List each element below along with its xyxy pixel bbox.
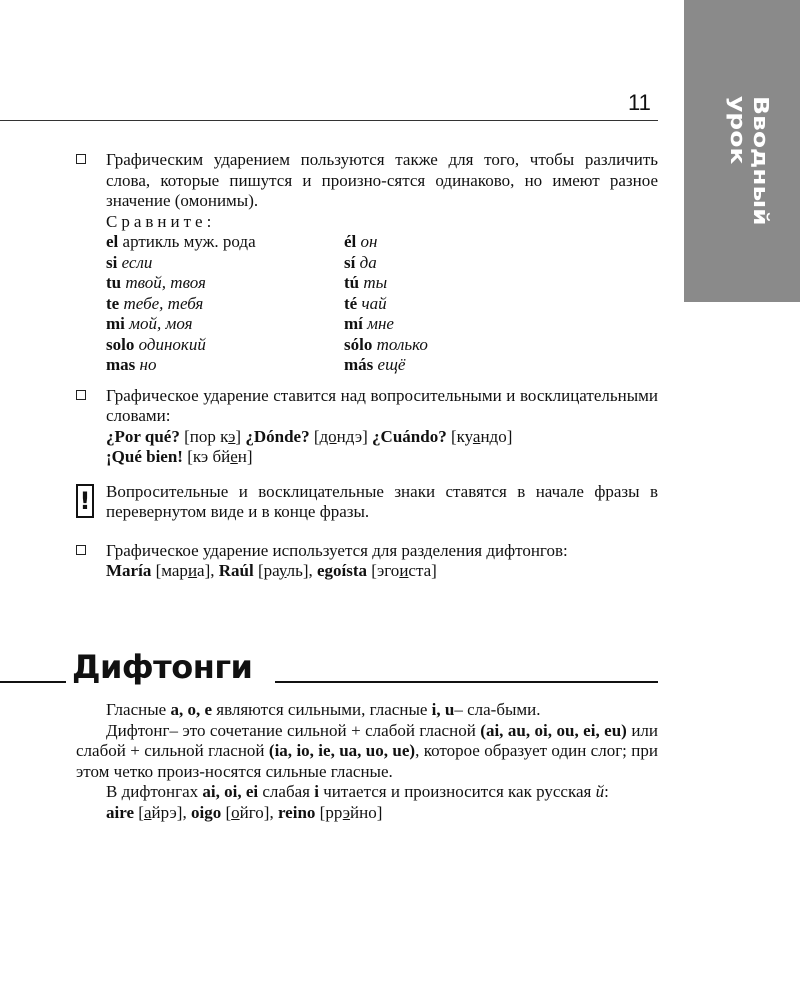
transcription: [кэ бйен] bbox=[187, 447, 253, 466]
example-word: oigo bbox=[190, 802, 222, 822]
transcription: [эгоиста] bbox=[371, 561, 437, 580]
word: mí bbox=[344, 314, 363, 333]
homonym-cell bbox=[344, 335, 544, 356]
square-bullet-icon bbox=[76, 545, 86, 555]
example-word: ¿Cuándo? bbox=[372, 426, 447, 446]
side-tab bbox=[684, 0, 800, 302]
block-accent-questions bbox=[76, 386, 658, 468]
homonym-cell bbox=[106, 232, 344, 253]
exclamation-icon: ! bbox=[76, 484, 94, 518]
compare-label: Сравните: bbox=[106, 211, 216, 231]
homonym-cell bbox=[344, 294, 544, 315]
example-word: reino bbox=[277, 802, 316, 822]
homonym-cell bbox=[106, 294, 344, 315]
transcription: [ойго] bbox=[225, 802, 270, 822]
block-text: Графическое ударение используется для разделения дифтонгов: bbox=[106, 540, 568, 560]
example-word: ¡Qué bien! bbox=[106, 447, 183, 466]
example-word: ¿Dónde? bbox=[245, 426, 310, 446]
word: tú bbox=[344, 273, 360, 292]
example-line: aire [айрэ], oigo [ойго], reino [ррэйно] bbox=[106, 802, 383, 822]
translation: чай bbox=[361, 293, 387, 313]
paragraph: Дифтонг– это сочетание сильной + слабой гласной (ai, au, oi, ou, ei, eu) или слабой + сильной гласной (ia, io, ie, ua, uo, ue), которое образует один слог; при этом четко произ-носятся сильные гласные. bbox=[76, 720, 658, 781]
word: mi bbox=[106, 314, 125, 333]
homonym-cell bbox=[344, 355, 544, 376]
translation: ещё bbox=[377, 355, 406, 374]
transcription: [дондэ] bbox=[313, 426, 368, 446]
word: si bbox=[106, 252, 118, 272]
transcription: [куандо] bbox=[450, 426, 513, 446]
homonym-cell bbox=[106, 335, 344, 356]
block-text: Графическим ударением пользуются также для того, чтобы различить слова, которые пишутся и произно-сятся одинаково, но имеют разное значение (омонимы). bbox=[106, 150, 658, 210]
side-tab-label: Вводный урок bbox=[726, 96, 773, 226]
homonym-cell bbox=[344, 253, 544, 274]
example-line: María [мариа], Raúl [рауль], egoísta [эгоиста] bbox=[106, 561, 437, 580]
section-heading bbox=[0, 648, 658, 692]
transcription: [рауль] bbox=[257, 561, 309, 580]
translation: одинокий bbox=[138, 334, 206, 354]
translation: только bbox=[376, 334, 428, 354]
homonym-cell bbox=[344, 232, 544, 253]
transcription: [айрэ] bbox=[138, 802, 183, 822]
word: te bbox=[106, 293, 120, 313]
word: sí bbox=[344, 252, 356, 272]
block-text: Графическое ударение ставится над вопросительными и восклицательными словами: bbox=[106, 385, 658, 425]
example-word: Raúl bbox=[218, 561, 254, 580]
word: mas bbox=[106, 355, 136, 374]
translation: да bbox=[359, 252, 377, 272]
paragraph: Гласные a, o, e являются сильными, гласные i, u– сла-быми. bbox=[106, 700, 541, 719]
word: el bbox=[106, 232, 119, 251]
square-bullet-icon bbox=[76, 154, 86, 164]
word: sólo bbox=[344, 334, 373, 354]
translation: тебе, тебя bbox=[123, 293, 204, 313]
transcription: [мариа] bbox=[155, 561, 211, 580]
homonym-cell bbox=[344, 273, 544, 294]
section-title: Дифтонги bbox=[72, 648, 253, 686]
translation: твой, твоя bbox=[125, 273, 206, 292]
translation: он bbox=[360, 232, 378, 251]
block-accent-diphthongs bbox=[76, 541, 658, 582]
translation: ты bbox=[363, 273, 388, 292]
homonym-cell bbox=[106, 273, 344, 294]
heading-rule-left bbox=[0, 681, 66, 683]
word: tu bbox=[106, 273, 122, 292]
homonym-cell bbox=[106, 355, 344, 376]
block-accent-homonyms bbox=[76, 150, 658, 376]
homonym-table bbox=[106, 232, 658, 376]
main-content bbox=[76, 150, 658, 582]
section-body bbox=[76, 700, 658, 823]
example-line bbox=[106, 427, 658, 448]
word: té bbox=[344, 293, 358, 313]
homonym-cell bbox=[344, 314, 544, 335]
homonym-cell bbox=[106, 314, 344, 335]
word: solo bbox=[106, 334, 135, 354]
note-text: Вопросительные и восклицательные знаки ставятся в начале фразы в перевернутом виде и в конце фразы. bbox=[106, 481, 658, 521]
translation: артикль муж. рода bbox=[122, 232, 256, 251]
heading-rule-right bbox=[275, 681, 658, 683]
example-word: María bbox=[106, 561, 152, 580]
square-bullet-icon bbox=[76, 390, 86, 400]
example-word: egoísta bbox=[317, 561, 368, 580]
translation: но bbox=[139, 355, 157, 374]
example-line bbox=[106, 447, 658, 468]
paragraph: В дифтонгах ai, oi, ei слабая i читается и произносится как русская й: bbox=[106, 782, 609, 801]
translation: мой, моя bbox=[129, 314, 193, 333]
header-rule bbox=[0, 120, 658, 121]
translation: мне bbox=[367, 314, 394, 333]
transcription: [пор кэ] bbox=[184, 426, 242, 446]
transcription: [ррэйно] bbox=[319, 802, 383, 822]
example-word: aire bbox=[106, 802, 135, 822]
word: él bbox=[344, 232, 357, 251]
example-word: ¿Por qué? bbox=[106, 426, 180, 446]
word: más bbox=[344, 355, 374, 374]
note-block bbox=[76, 482, 658, 523]
translation: если bbox=[121, 252, 153, 272]
page-number: 11 bbox=[628, 90, 651, 115]
homonym-cell bbox=[106, 253, 344, 274]
